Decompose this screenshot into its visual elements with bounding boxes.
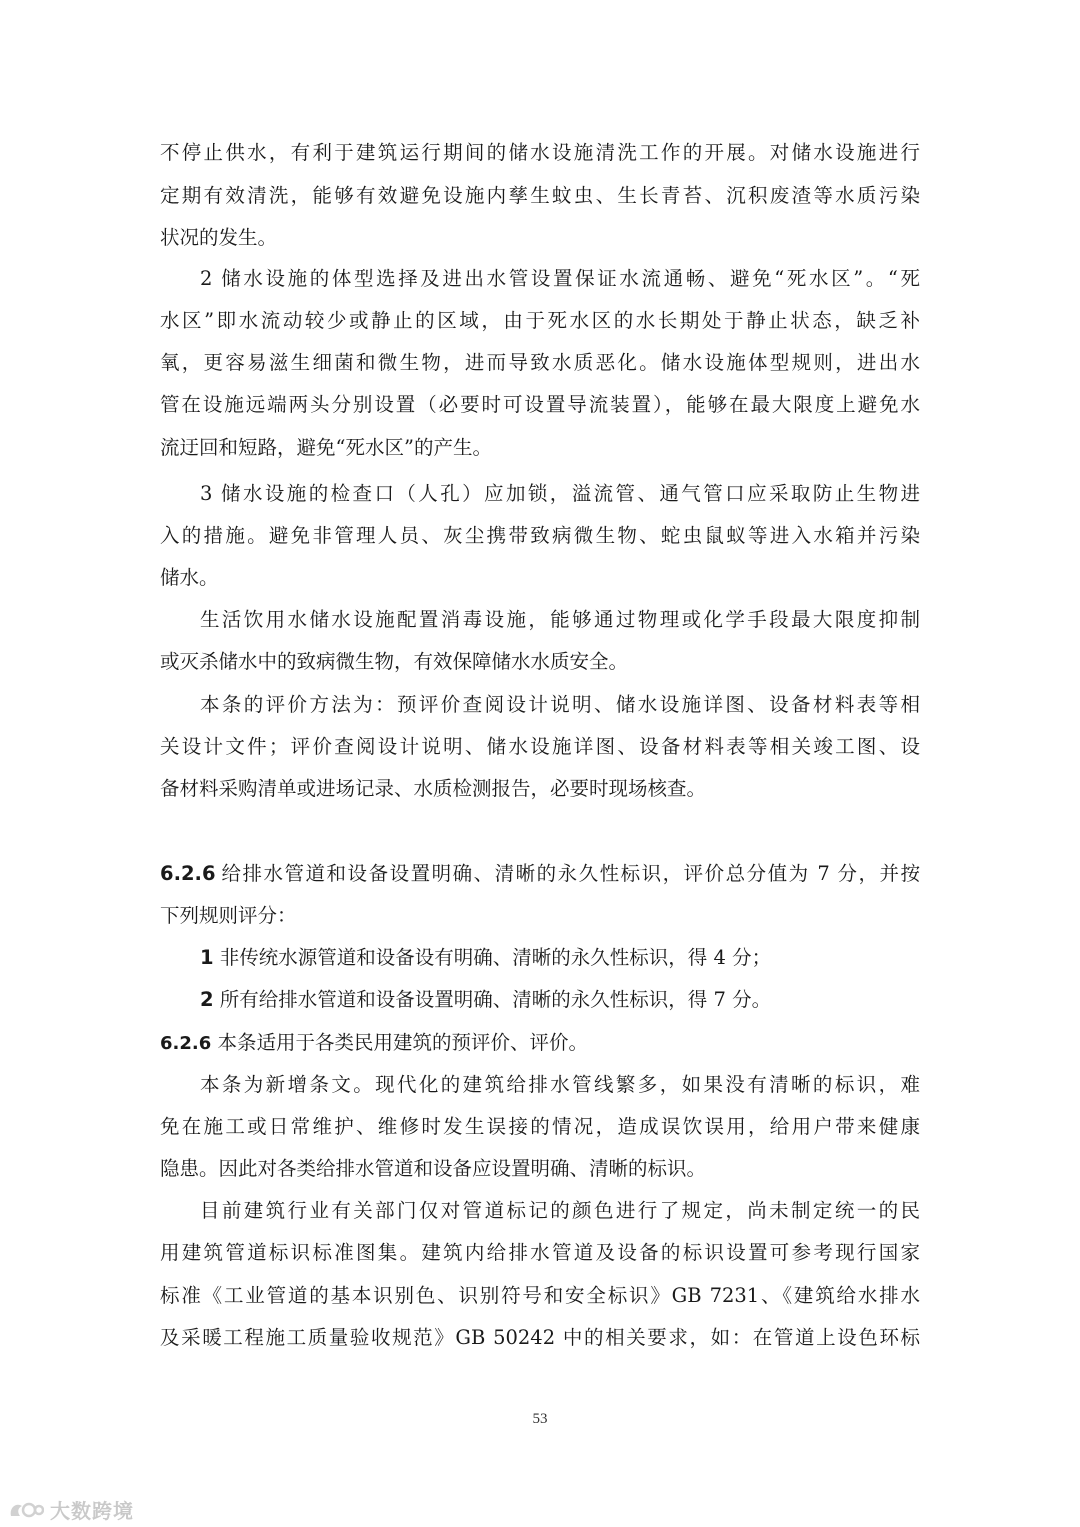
paragraph-line: 或灭杀储水中的致病微生物，有效保障储水水质安全。 <box>160 650 629 673</box>
watermark <box>8 1494 134 1524</box>
paragraph-line: 储水。 <box>160 566 219 589</box>
paragraph-line: 标准《工业管道的基本识别色、识别符号和安全标识》GB 7231、《建筑给水排水 <box>160 1284 920 1307</box>
paragraph-line: 本条的评价方法为：预评价查阅设计说明、储水设施详图、设备材料表等相 <box>200 693 920 716</box>
clause-number: 6.2.6 <box>160 862 216 885</box>
list-item-text: 所有给排水管道和设备设置明确、清晰的永久性标识，得 7 分。 <box>219 988 772 1011</box>
paragraph-line: 管在设施远端两头分别设置（必要时可设置导流装置），能够在最大限度上避免水 <box>160 393 920 416</box>
paragraph-line: 水区”即水流动较少或静止的区域，由于死水区的水长期处于静止状态，缺乏补 <box>160 309 920 332</box>
paragraph-line: 免在施工或日常维护、维修时发生误接的情况，造成误饮误用，给用户带来健康 <box>160 1115 920 1138</box>
paragraph-line: 3 储水设施的检查口（人孔）应加锁，溢流管、通气管口应采取防止生物进 <box>200 482 920 505</box>
paragraph-line: 下列规则评分： <box>160 904 297 927</box>
paragraph-line: 目前建筑行业有关部门仅对管道标记的颜色进行了规定，尚未制定统一的民 <box>200 1199 920 1222</box>
watermark-logo-icon <box>8 1498 44 1520</box>
clause-heading-line <box>160 853 920 895</box>
paragraph-line: 流迂回和短路，避免“死水区”的产生。 <box>160 436 492 459</box>
watermark-text: 大数跨境 <box>50 1498 134 1523</box>
list-item-text: 非传统水源管道和设备设有明确、清晰的永久性标识，得 4 分； <box>219 946 772 969</box>
paragraph-line: 不停止供水，有利于建筑运行期间的储水设施清洗工作的开展。对储水设施进行 <box>160 141 920 164</box>
list-item <box>200 979 920 1021</box>
paragraph-line: 氧，更容易滋生细菌和微生物，进而导致水质恶化。储水设施体型规则，进出水 <box>160 351 920 374</box>
clause-text: 给排水管道和设备设置明确、清晰的永久性标识，评价总分值为 7 分，并按 <box>221 862 920 885</box>
commentary-heading-line <box>160 1022 920 1064</box>
paragraph-line: 用建筑管道标识标准图集。建筑内给排水管道及设备的标识设置可参考现行国家 <box>160 1241 920 1264</box>
paragraph-line: 生活饮用水储水设施配置消毒设施，能够通过物理或化学手段最大限度抑制 <box>200 608 920 631</box>
paragraph-line: 状况的发生。 <box>160 226 278 249</box>
list-item <box>200 937 920 979</box>
paragraph-line: 备材料采购清单或进场记录、水质检测报告，必要时现场核查。 <box>160 777 707 800</box>
paragraph-line: 及采暖工程施工质量验收规范》GB 50242 中的相关要求，如：在管道上设色环标 <box>160 1326 920 1349</box>
paragraph-line: 本条为新增条文。现代化的建筑给排水管线繁多，如果没有清晰的标识，难 <box>200 1073 920 1096</box>
paragraph-line: 2 储水设施的体型选择及进出水管设置保证水流通畅、避免“死水区”。“死 <box>200 267 920 290</box>
paragraph-line: 入的措施。避免非管理人员、灰尘携带致病微生物、蛇虫鼠蚁等进入水箱并污染 <box>160 524 920 547</box>
paragraph-line: 隐患。因此对各类给排水管道和设备应设置明确、清晰的标识。 <box>160 1157 707 1180</box>
commentary-number: 6.2.6 <box>160 1033 212 1054</box>
paragraph-line: 关设计文件；评价查阅设计说明、储水设施详图、设备材料表等相关竣工图、设 <box>160 735 920 758</box>
page-number: 53 <box>532 1411 548 1427</box>
commentary-text: 本条适用于各类民用建筑的预评价、评价。 <box>217 1031 588 1054</box>
list-item-number: 2 <box>200 988 214 1011</box>
paragraph-line: 定期有效清洗，能够有效避免设施内孳生蚊虫、生长青苔、沉积废渣等水质污染 <box>160 184 920 207</box>
list-item-number: 1 <box>200 946 214 969</box>
